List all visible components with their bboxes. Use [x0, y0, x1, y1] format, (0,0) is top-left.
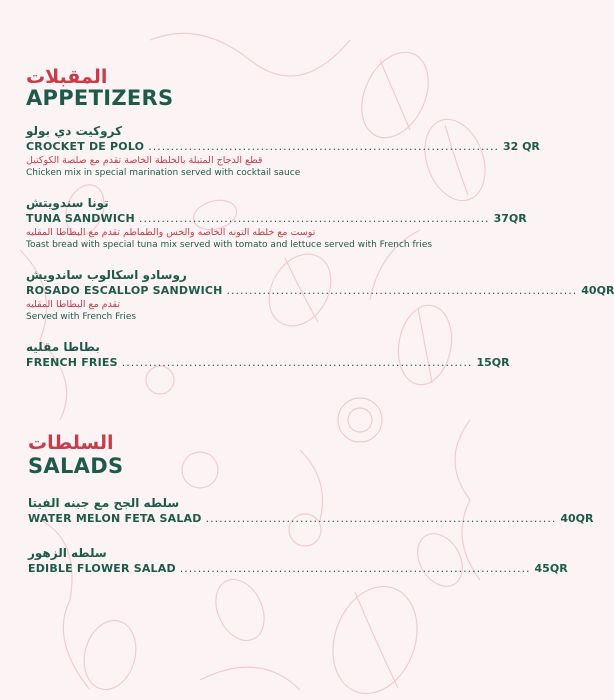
- leader-dots: ..............................................................................: [148, 140, 499, 153]
- salads-title-en: SALADS: [28, 454, 124, 478]
- leader-dots: ..............................................................................: [205, 512, 557, 525]
- menu-item: [26, 268, 614, 324]
- item-name-ar: بطاطا مقليه: [26, 340, 100, 354]
- item-name-en: FRENCH FRIES: [26, 356, 118, 369]
- item-desc-ar: قطع الدجاج المتبلة بالخلطة الخاصة تقدم مع صلصة الكوكتيل: [26, 155, 263, 166]
- item-row: [26, 283, 614, 298]
- item-name-ar: كروكيت دي بولو: [26, 124, 123, 138]
- item-price: 37QR: [493, 212, 527, 225]
- appetizers-title-ar: المقبلات: [26, 66, 108, 88]
- leader-dots: ..............................................................................: [138, 212, 490, 225]
- item-row: [26, 211, 527, 226]
- item-name-en: ROSADO ESCALLOP SANDWICH: [26, 284, 223, 297]
- item-price: 40QR: [581, 284, 614, 297]
- salads-title-ar: السلطات: [28, 432, 114, 454]
- item-name-ar: سلطه الجح مع جبنه الفيتا: [28, 496, 180, 510]
- item-name-en: EDIBLE FLOWER SALAD: [28, 562, 176, 575]
- menu-item: [28, 496, 594, 526]
- item-desc-ar: تقدم مع البطاطا المقليه: [26, 299, 121, 310]
- item-name-en: CROCKET DE POLO: [26, 140, 145, 153]
- item-price: 40QR: [560, 512, 594, 525]
- leader-dots: ..............................................................................: [121, 356, 473, 369]
- item-name-en: WATER MELON FETA SALAD: [28, 512, 202, 525]
- menu-item: [26, 124, 540, 180]
- menu-item: [26, 340, 510, 370]
- item-row: [26, 355, 510, 370]
- leader-dots: ..............................................................................: [226, 284, 578, 297]
- leader-dots: ..............................................................................: [179, 562, 531, 575]
- menu-item: [28, 546, 568, 576]
- item-row: [28, 561, 568, 576]
- menu-item: [26, 196, 527, 252]
- item-row: [26, 139, 540, 154]
- item-desc-en: Chicken mix in special marination served with cocktail sauce: [26, 168, 301, 178]
- item-row: [28, 511, 594, 526]
- item-desc-en: Toast bread with special tuna mix served with tomato and lettuce served with French fries: [26, 240, 433, 250]
- item-desc-ar: توست مع خلطه التونه الخاصه والخس والطماطم تقدم مع البطاطا المقليه: [26, 227, 316, 238]
- item-price: 45QR: [534, 562, 568, 575]
- item-name-ar: روسادو اسكالوب ساندويش: [26, 268, 187, 282]
- item-name-ar: تونا سندويتش: [26, 196, 109, 210]
- appetizers-title-en: APPETIZERS: [26, 86, 174, 110]
- item-desc-en: Served with French Fries: [26, 312, 137, 322]
- item-price: 32 QR: [502, 140, 540, 153]
- item-price: 15QR: [476, 356, 510, 369]
- item-name-en: TUNA SANDWICH: [26, 212, 135, 225]
- item-name-ar: سلطه الزهور: [28, 546, 107, 560]
